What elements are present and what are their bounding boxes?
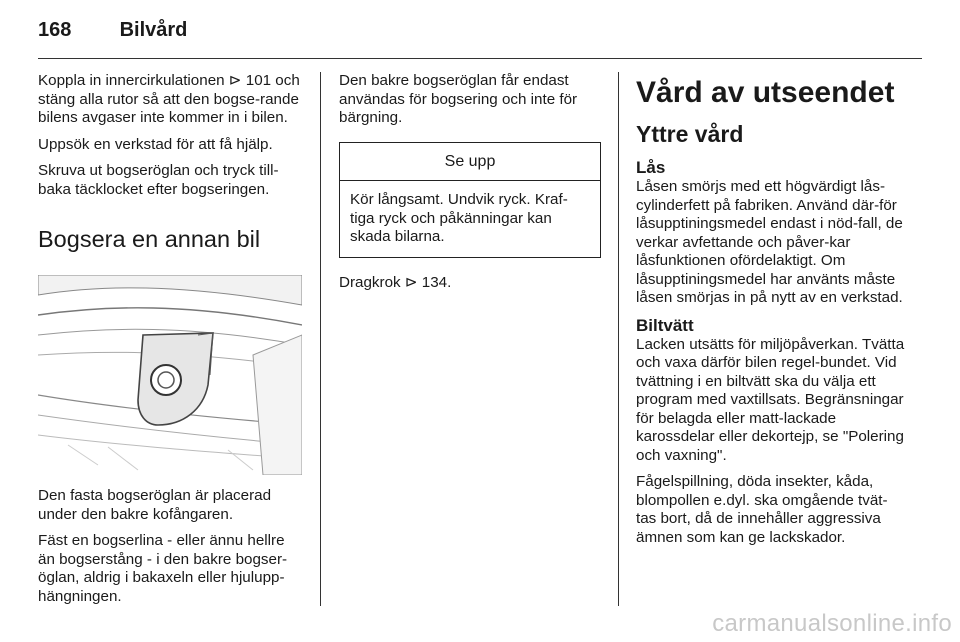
paragraph: Den fasta bogseröglan är placerad under den bakre kofångaren. bbox=[38, 487, 272, 523]
chapter-title: Bilvård bbox=[119, 19, 188, 41]
cross-reference: Dragkrok ⊳ 134. bbox=[339, 273, 452, 291]
caution-box bbox=[339, 142, 601, 258]
towing-eye-illustration bbox=[38, 275, 302, 475]
column-2 bbox=[339, 72, 601, 300]
topic-heading-car-wash: Biltvätt bbox=[636, 315, 694, 335]
watermark: carmanualsonline.info bbox=[712, 610, 952, 637]
section-heading: Bogsera en annan bil bbox=[38, 226, 261, 252]
paragraph: Skruva ut bogseröglan och tryck till-baka täcklocket efter bogseringen. bbox=[38, 162, 279, 198]
column-1 bbox=[38, 72, 304, 614]
paragraph: Den bakre bogseröglan får endast användas för bogsering och inte för bärgning. bbox=[339, 72, 578, 126]
paragraph: Fågelspillning, döda insekter, kåda, blompollen e.dyl. ska omgående tvät-tas bort, då de innehåller aggressiva ämnen som kan ge lackskador. bbox=[636, 473, 888, 546]
section-title: Vård av utseendet bbox=[636, 76, 895, 109]
paragraph: Uppsök en verkstad för att få hjälp. bbox=[38, 135, 273, 153]
caution-text: Kör långsamt. Undvik ryck. Kraf-tiga ryck och påkänningar kan skada bilarna. bbox=[350, 191, 568, 245]
caution-title: Se upp bbox=[340, 143, 600, 182]
column-divider-1 bbox=[320, 72, 321, 606]
subsection-title: Yttre vård bbox=[636, 121, 744, 147]
page-header bbox=[38, 19, 187, 42]
column-divider-2 bbox=[618, 72, 619, 606]
column-3 bbox=[636, 72, 906, 555]
paragraph: Låsen smörjs med ett högvärdigt lås-cylinderfett på fabriken. Använd där-för låsupptiningsmedel endast i nöd-fall, de verkar avfettande och påver-kar låsfunktionen ofördelaktigt. Om låsupptiningsmedel har använts måste låsen smörjas in på nytt av en verkstad. bbox=[636, 178, 903, 306]
paragraph: Lacken utsätts för miljöpåverkan. Tvätta och vaxa därför bilen regel-bundet. Vid tvättning i en biltvätt ska du välja ett program med vaxtillsats. Begränsningar för belagda eller matt-lackade karossdelar eller dekortejp, se "Polering och vaxning". bbox=[636, 335, 905, 464]
topic-heading-locks: Lås bbox=[636, 158, 666, 177]
paragraph: Koppla in innercirkulationen ⊳ 101 och stäng alla rutor så att den bogse-rande bilens avgaser inte kommer in i bilen. bbox=[38, 72, 300, 126]
page-number: 168 bbox=[38, 19, 72, 41]
paragraph: Fäst en bogserlina - eller ännu hellre än bogserstång - i den bakre bogser-öglan, aldrig i bakaxeln eller hjulupp-hängningen. bbox=[38, 532, 288, 605]
header-rule bbox=[38, 58, 922, 59]
